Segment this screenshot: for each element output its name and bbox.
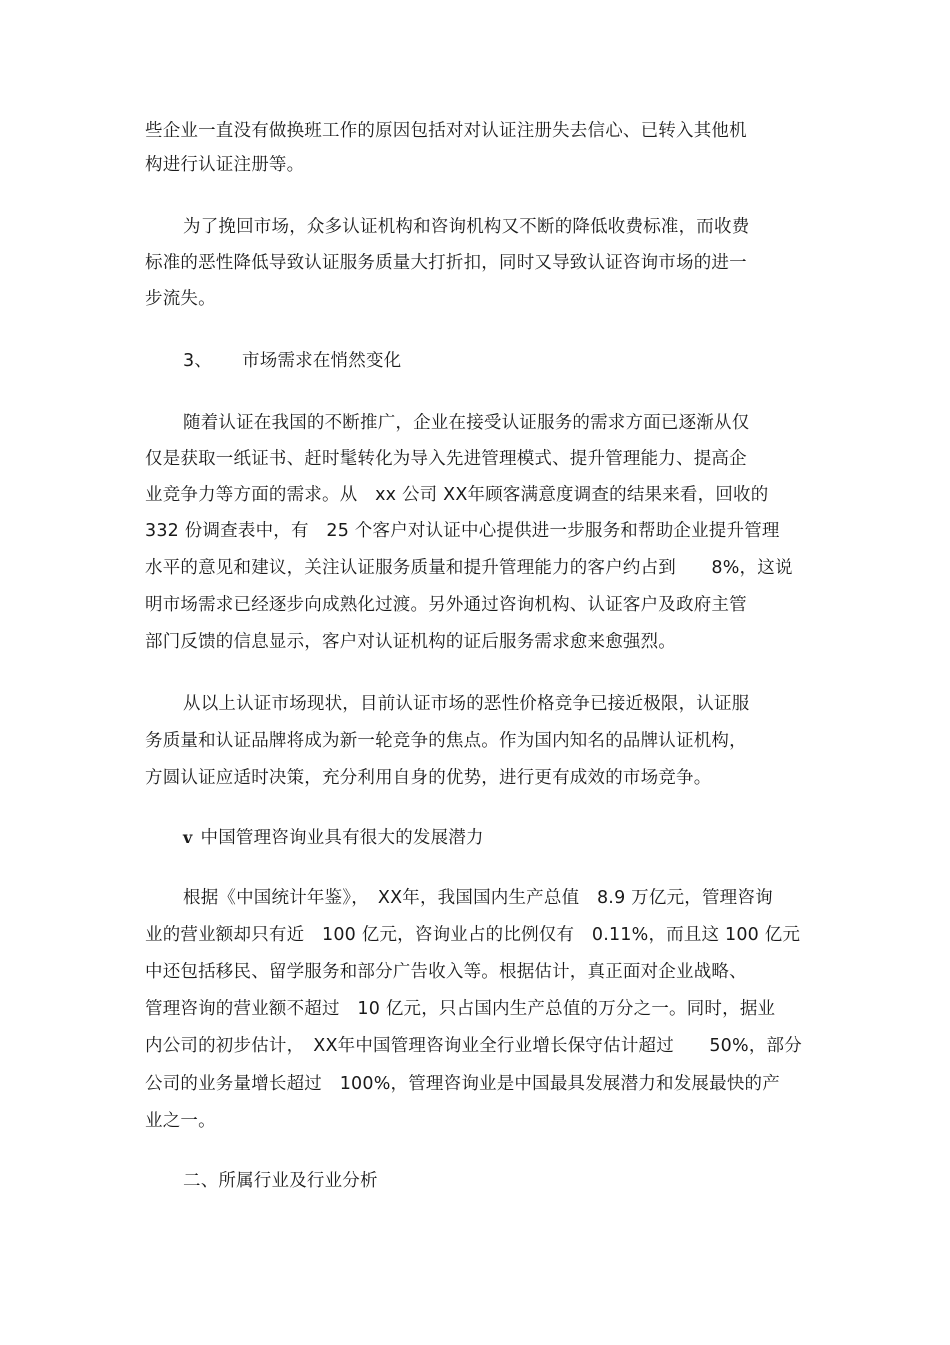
bullet-marker: v xyxy=(183,828,193,847)
paragraph-line: 构进行认证注册等。 xyxy=(145,155,305,175)
paragraph-line: 为了挽回市场，众多认证机构和咨询机构又不断的降低收费标准，而收费 xyxy=(183,217,750,237)
section-heading xyxy=(183,349,401,373)
paragraph-line: 水平的意见和建议，关注认证服务质量和提升管理能力的客户约占到 8%，这说 xyxy=(145,558,793,578)
paragraph-line: 部门反馈的信息显示，客户对认证机构的证后服务需求愈来愈强烈。 xyxy=(145,632,676,652)
paragraph-line: 公司的业务量增长超过 100%，管理咨询业是中国最具发展潜力和发展最快的产 xyxy=(145,1074,780,1094)
paragraph-line: 根据《中国统计年鉴》， XX年，我国国内生产总值 8.9 万亿元，管理咨询 xyxy=(183,888,773,908)
paragraph-line: 业的营业额却只有近 100 亿元，咨询业占的比例仅有 0.11%，而且这 100 亿元 xyxy=(145,925,801,945)
paragraph-line: 业之一。 xyxy=(145,1111,216,1131)
paragraph-line: 些企业一直没有做换班工作的原因包括对对认证注册失去信心、已转入其他机 xyxy=(145,121,747,141)
paragraph-line: 业竞争力等方面的需求。从 xx 公司 XX年顾客满意度调查的结果来看，回收的 xyxy=(145,485,769,505)
paragraph-line: 管理咨询的营业额不超过 10 亿元，只占国内生产总值的万分之一。同时，据业 xyxy=(145,999,776,1019)
paragraph-line: 明市场需求已经逐步向成熟化过渡。另外通过咨询机构、认证客户及政府主管 xyxy=(145,595,747,615)
section-title: 市场需求在悄然变化 xyxy=(242,351,402,371)
section-number: 3、 xyxy=(183,351,213,371)
section-heading: 二、所属行业及行业分析 xyxy=(183,1171,378,1191)
paragraph-line: 中还包括移民、留学服务和部分广告收入等。根据估计，真正面对企业战略、 xyxy=(145,962,747,982)
paragraph-line: 从以上认证市场现状，目前认证市场的恶性价格竞争已接近极限，认证服 xyxy=(183,694,750,714)
paragraph-line: 步流失。 xyxy=(145,289,216,309)
paragraph-line: 标准的恶性降低导致认证服务质量大打折扣，同时又导致认证咨询市场的进一 xyxy=(145,253,747,273)
paragraph-line: 内公司的初步估计， XX年中国管理咨询业全行业增长保守估计超过 50%，部分 xyxy=(145,1036,802,1056)
paragraph-line: 仅是获取一纸证书、赶时髦转化为导入先进管理模式、提升管理能力、提高企 xyxy=(145,449,747,469)
paragraph-line: 方圆认证应适时决策，充分利用自身的优势，进行更有成效的市场竞争。 xyxy=(145,768,712,788)
bullet-heading xyxy=(183,826,484,850)
bullet-heading-text: 中国管理咨询业具有很大的发展潜力 xyxy=(200,828,484,848)
paragraph-line: 务质量和认证品牌将成为新一轮竞争的焦点。作为国内知名的品牌认证机构， xyxy=(145,731,747,751)
paragraph-line: 332 份调查表中，有 25 个客户对认证中心提供进一步服务和帮助企业提升管理 xyxy=(145,521,780,541)
paragraph-line: 随着认证在我国的不断推广，企业在接受认证服务的需求方面已逐渐从仅 xyxy=(183,413,750,433)
